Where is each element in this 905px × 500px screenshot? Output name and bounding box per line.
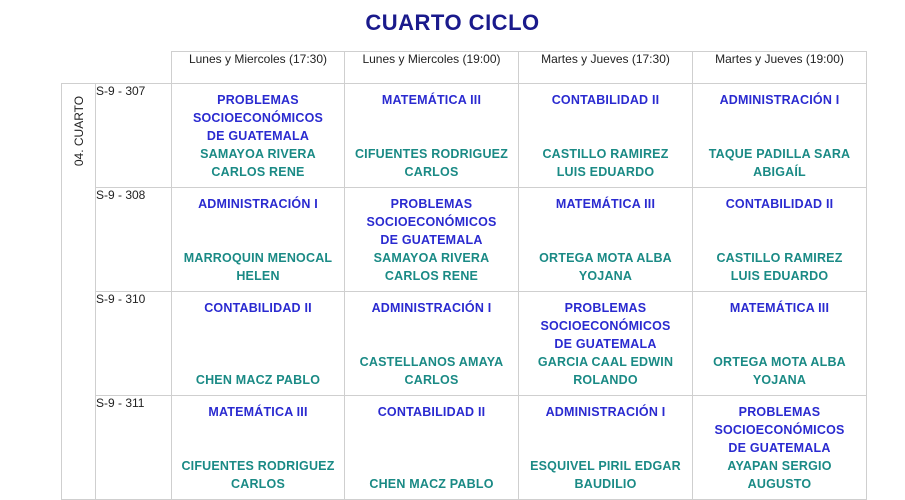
table-row bbox=[62, 292, 867, 396]
schedule-cell bbox=[519, 396, 693, 500]
course-name: ADMINISTRACIÓN I bbox=[719, 93, 840, 107]
teacher-name: ORTEGA MOTA ALBA YOJANA bbox=[539, 251, 672, 283]
teacher-name: GARCIA CAAL EDWIN ROLANDO bbox=[537, 355, 674, 387]
day-header: Lunes y Miercoles (17:30) bbox=[172, 52, 345, 84]
schedule-cell bbox=[172, 396, 345, 500]
course-name: MATEMÁTICA III bbox=[555, 197, 656, 211]
course-name: CONTABILIDAD II bbox=[725, 197, 834, 211]
teacher-name: CHEN MACZ PABLO bbox=[195, 373, 321, 387]
course-name: MATEMÁTICA III bbox=[381, 93, 482, 107]
aula-label: S-9 - 311 bbox=[96, 396, 172, 500]
teacher-name: ORTEGA MOTA ALBA YOJANA bbox=[713, 355, 846, 387]
schedule-cell bbox=[172, 84, 345, 188]
schedule-cell bbox=[693, 188, 867, 292]
schedule-cell bbox=[693, 292, 867, 396]
teacher-name: SAMAYOA RIVERA CARLOS RENE bbox=[200, 147, 316, 179]
course-name: ADMINISTRACIÓN I bbox=[545, 405, 666, 419]
teacher-name: AYAPAN SERGIO AUGUSTO bbox=[727, 459, 832, 491]
schedule-cell bbox=[693, 84, 867, 188]
aula-label: S-9 - 307 bbox=[96, 84, 172, 188]
teacher-name: CASTELLANOS AMAYA CARLOS bbox=[359, 355, 504, 387]
table-row bbox=[62, 84, 867, 188]
teacher-name: CASTILLO RAMIREZ LUIS EDUARDO bbox=[542, 147, 669, 179]
teacher-name: MARROQUIN MENOCAL HELEN bbox=[183, 251, 333, 283]
day-header: Martes y Jueves (19:00) bbox=[693, 52, 867, 84]
teacher-name: ESQUIVEL PIRIL EDGAR BAUDILIO bbox=[530, 459, 681, 491]
header-row bbox=[62, 52, 867, 84]
teacher-name: CIFUENTES RODRIGUEZ CARLOS bbox=[181, 459, 335, 491]
course-name: PROBLEMAS SOCIOECONÓMICOS DE GUATEMALA bbox=[366, 197, 497, 247]
course-name: CONTABILIDAD II bbox=[551, 93, 660, 107]
schedule-cell bbox=[172, 292, 345, 396]
course-name: ADMINISTRACIÓN I bbox=[198, 197, 318, 211]
aula-label: S-9 - 308 bbox=[96, 188, 172, 292]
course-name: CONTABILIDAD II bbox=[377, 405, 486, 419]
header-corner bbox=[62, 52, 172, 84]
day-header: Martes y Jueves (17:30) bbox=[519, 52, 693, 84]
schedule-cell bbox=[519, 188, 693, 292]
schedule-cell bbox=[345, 292, 519, 396]
aula-label: S-9 - 310 bbox=[96, 292, 172, 396]
teacher-name: SAMAYOA RIVERA CARLOS RENE bbox=[373, 251, 490, 283]
ciclo-label: 04. CUARTO bbox=[71, 95, 86, 167]
course-name: CONTABILIDAD II bbox=[204, 301, 312, 315]
course-name: PROBLEMAS SOCIOECONÓMICOS DE GUATEMALA bbox=[192, 93, 324, 143]
table-row bbox=[62, 188, 867, 292]
course-name: PROBLEMAS SOCIOECONÓMICOS DE GUATEMALA bbox=[540, 301, 671, 351]
page-title: CUARTO CICLO bbox=[365, 10, 540, 35]
teacher-name: CASTILLO RAMIREZ LUIS EDUARDO bbox=[716, 251, 843, 283]
course-name: MATEMÁTICA III bbox=[208, 405, 308, 419]
teacher-name: TAQUE PADILLA SARA ABIGAÍL bbox=[708, 147, 851, 179]
schedule-cell bbox=[519, 84, 693, 188]
schedule-cell bbox=[345, 396, 519, 500]
schedule-cell bbox=[345, 188, 519, 292]
table-row bbox=[62, 396, 867, 500]
course-name: MATEMÁTICA III bbox=[729, 301, 830, 315]
day-header: Lunes y Miercoles (19:00) bbox=[345, 52, 519, 84]
schedule-cell bbox=[693, 396, 867, 500]
schedule-cell bbox=[345, 84, 519, 188]
schedule-cell bbox=[519, 292, 693, 396]
course-name: PROBLEMAS SOCIOECONÓMICOS DE GUATEMALA bbox=[714, 405, 845, 455]
teacher-name: CHEN MACZ PABLO bbox=[369, 477, 494, 491]
schedule-table bbox=[61, 51, 867, 500]
course-name: ADMINISTRACIÓN I bbox=[371, 301, 492, 315]
teacher-name: CIFUENTES RODRIGUEZ CARLOS bbox=[354, 147, 509, 179]
ciclo-cell bbox=[62, 84, 96, 500]
schedule-cell bbox=[172, 188, 345, 292]
